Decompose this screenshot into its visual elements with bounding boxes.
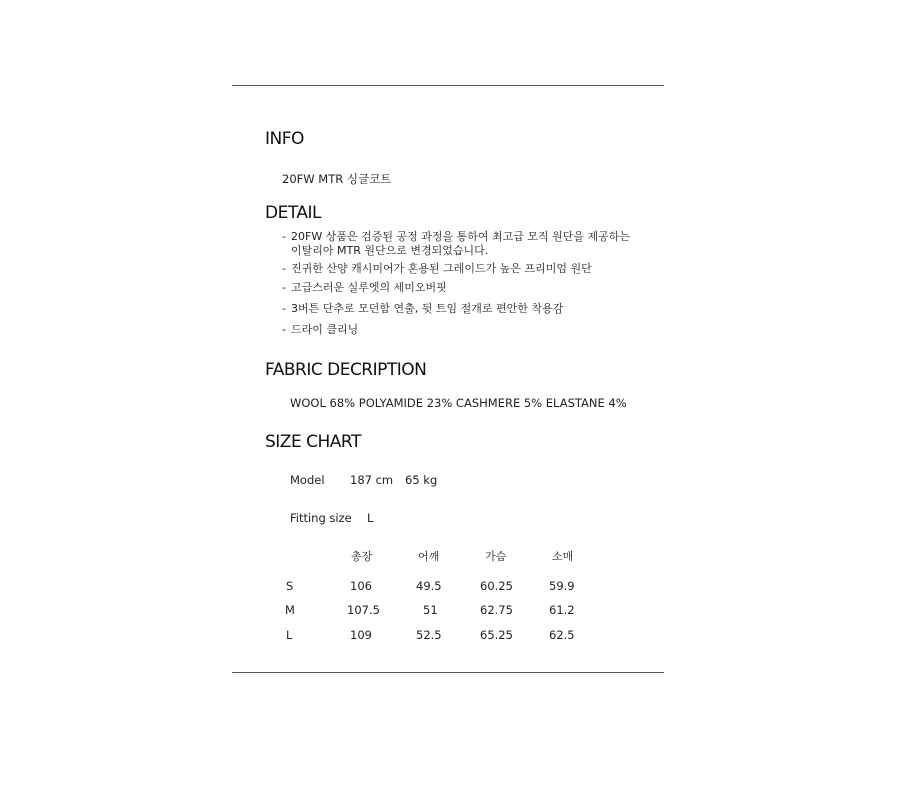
size-cell: M	[285, 603, 295, 617]
model-label: Model	[290, 473, 325, 487]
fabric-composition: WOOL 68% POLYAMIDE 23% CASHMERE 5% ELASTANE 4%	[290, 396, 627, 410]
value-cell: 59.9	[549, 579, 575, 593]
fabric-heading: FABRIC DECRIPTION	[265, 360, 427, 380]
fitting-size-label: Fitting size	[290, 511, 352, 525]
value-cell: 109	[350, 628, 372, 642]
value-cell: 49.5	[416, 579, 442, 593]
detail-item-line: 20FW 상품은 검증된 공정 과정을 통하여 최고급 모직 원단을 제공하는	[291, 230, 630, 243]
size-cell: S	[286, 579, 294, 593]
detail-heading: DETAIL	[265, 203, 322, 223]
value-cell: 65.25	[480, 628, 513, 642]
product-name: 20FW MTR 싱글코트	[282, 172, 392, 186]
fitting-size-value: L	[367, 511, 374, 525]
value-cell: 52.5	[416, 628, 442, 642]
size-cell: L	[286, 628, 293, 642]
detail-item-line: 3버튼 단추로 모던함 연출, 뒷 트임 절개로 편안한 착용감	[291, 302, 564, 315]
detail-item-line: 이탈리아 MTR 원단으로 변경되었습니다.	[291, 244, 489, 257]
column-header: 어깨	[418, 550, 440, 563]
value-cell: 62.75	[480, 603, 513, 617]
model-weight: 65 kg	[405, 473, 438, 487]
column-header: 소매	[552, 550, 574, 563]
detail-item-line: 진귀한 산양 캐시미어가 혼용된 그레이드가 높은 프리미엄 원단	[291, 262, 592, 275]
detail-item-line: 고급스러운 실루엣의 세미오버핏	[291, 281, 447, 294]
value-cell: 61.2	[549, 603, 575, 617]
bottom-divider	[232, 672, 664, 673]
value-cell: 51	[423, 603, 438, 617]
model-height: 187 cm	[350, 473, 394, 487]
top-divider	[232, 85, 664, 86]
column-header: 총장	[351, 550, 373, 563]
size-chart-heading: SIZE CHART	[265, 432, 361, 452]
value-cell: 107.5	[347, 603, 380, 617]
value-cell: 62.5	[549, 628, 575, 642]
column-header: 가슴	[485, 550, 507, 563]
value-cell: 106	[350, 579, 372, 593]
detail-item-line: 드라이 클리닝	[291, 323, 359, 336]
value-cell: 60.25	[480, 579, 513, 593]
info-heading: INFO	[265, 129, 304, 149]
